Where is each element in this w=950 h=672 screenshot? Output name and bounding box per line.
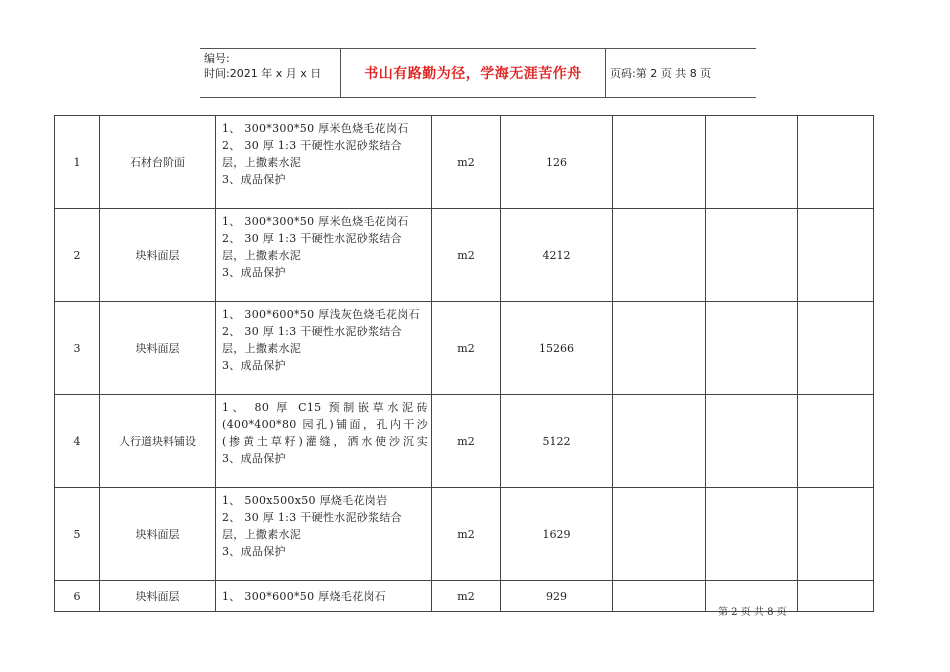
empty-cell: [706, 209, 798, 302]
empty-cell: [798, 395, 874, 488]
description-line: 层，上撒素水泥: [222, 342, 302, 355]
item-description: [216, 209, 432, 302]
unit: m2: [432, 395, 501, 488]
empty-cell: [798, 581, 874, 612]
empty-cell: [613, 395, 706, 488]
empty-cell: [613, 116, 706, 209]
description-line: 1、 300*300*50 厚米色烧毛花岗石: [222, 122, 409, 135]
row-number: 2: [55, 209, 100, 302]
row-number: 1: [55, 116, 100, 209]
quantity-table: [54, 115, 874, 612]
row-number: 5: [55, 488, 100, 581]
header-meta: [200, 49, 341, 97]
description-line: 2、 30 厚 1:3 干硬性水泥砂浆结合: [222, 511, 402, 524]
empty-cell: [613, 209, 706, 302]
empty-cell: [613, 302, 706, 395]
description-line: 1、 500x500x50 厚烧毛花岗岩: [222, 494, 388, 507]
description-line: 1、 80 厚 C15 预制嵌草水泥砖: [222, 401, 428, 414]
description-line: 3、成品保护: [222, 452, 286, 465]
row-number: 3: [55, 302, 100, 395]
item-name: 块料面层: [100, 581, 216, 612]
description-line: 2、 30 厚 1:3 干硬性水泥砂浆结合: [222, 139, 402, 152]
description-line: 1、 300*600*50 厚烧毛花岗石: [222, 589, 386, 603]
empty-cell: [798, 302, 874, 395]
empty-cell: [706, 395, 798, 488]
empty-cell: [706, 488, 798, 581]
description-line: 1、 300*300*50 厚米色烧毛花岗石: [222, 215, 409, 228]
quantity: 15266: [501, 302, 613, 395]
empty-cell: [798, 116, 874, 209]
quantity: 929: [501, 581, 613, 612]
empty-cell: [613, 581, 706, 612]
quantity: 126: [501, 116, 613, 209]
unit: m2: [432, 302, 501, 395]
description-line: 3、成品保护: [222, 173, 286, 186]
description-line: 2、 30 厚 1:3 干硬性水泥砂浆结合: [222, 325, 402, 338]
item-name: 石材台阶面: [100, 116, 216, 209]
item-name: 块料面层: [100, 488, 216, 581]
row-number: 6: [55, 581, 100, 612]
item-description: [216, 581, 432, 612]
empty-cell: [798, 209, 874, 302]
item-description: [216, 116, 432, 209]
quantity: 1629: [501, 488, 613, 581]
number-label: 编号:: [204, 52, 230, 65]
empty-cell: [613, 488, 706, 581]
item-name: 人行道块料铺设: [100, 395, 216, 488]
description-line: 层，上撒素水泥: [222, 156, 302, 169]
item-name: 块料面层: [100, 209, 216, 302]
page-footer: 第 2 页 共 8 页: [718, 607, 787, 618]
table-row: [55, 209, 874, 302]
unit: m2: [432, 209, 501, 302]
table-row: [55, 488, 874, 581]
page-label: 页码:第 2 页 共 8 页: [610, 67, 712, 80]
item-description: [216, 302, 432, 395]
description-line: 3、成品保护: [222, 266, 286, 279]
description-line: 1、 300*600*50 厚浅灰色烧毛花岗石: [222, 308, 420, 321]
empty-cell: [706, 116, 798, 209]
item-description: [216, 488, 432, 581]
description-line: 3、成品保护: [222, 359, 286, 372]
date-label: 时间:2021 年 x 月 x 日: [204, 67, 322, 80]
quantity: 4212: [501, 209, 613, 302]
quantity: 5122: [501, 395, 613, 488]
unit: m2: [432, 581, 501, 612]
table-row: [55, 116, 874, 209]
description-line: (400*400*80 园孔)铺面，孔内干沙: [222, 418, 428, 431]
item-name: 块料面层: [100, 302, 216, 395]
description-line: (掺黄土草籽)灌缝，洒水使沙沉实: [222, 435, 428, 448]
unit: m2: [432, 488, 501, 581]
item-description: [216, 395, 432, 488]
motto: 书山有路勤为径，学海无涯苦作舟: [341, 49, 606, 97]
row-number: 4: [55, 395, 100, 488]
description-line: 层，上撒素水泥: [222, 528, 302, 541]
description-line: 2、 30 厚 1:3 干硬性水泥砂浆结合: [222, 232, 402, 245]
description-line: 3、成品保护: [222, 545, 286, 558]
unit: m2: [432, 116, 501, 209]
description-line: 层，上撒素水泥: [222, 249, 302, 262]
table-row: [55, 302, 874, 395]
empty-cell: [798, 488, 874, 581]
empty-cell: [706, 302, 798, 395]
table-row: [55, 395, 874, 488]
page-header: [200, 48, 756, 98]
